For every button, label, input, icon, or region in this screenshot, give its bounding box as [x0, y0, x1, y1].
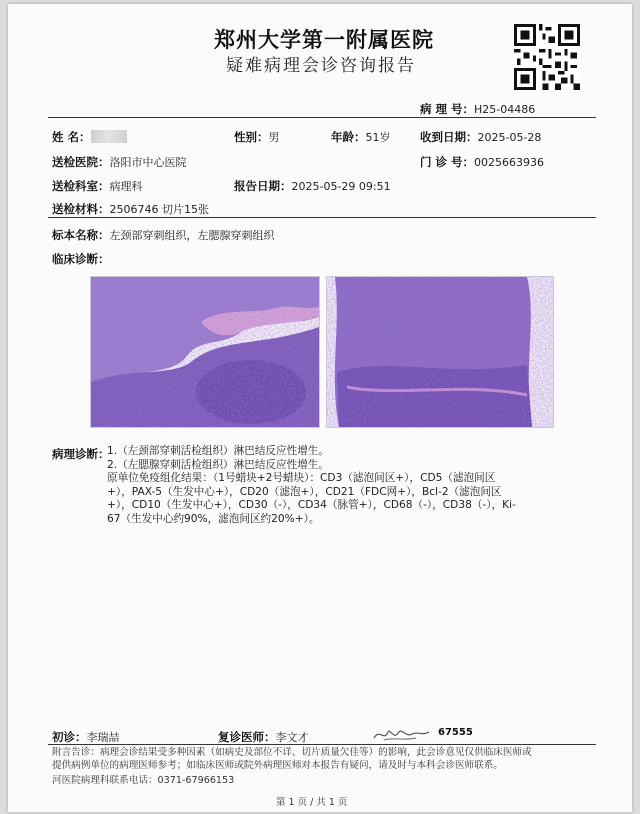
- pathology-number-label: 病 理 号：: [420, 102, 475, 116]
- patient-name: [52, 126, 127, 145]
- dept-value: 病理科: [109, 180, 143, 193]
- material-value: 2506746 切片15张: [109, 203, 209, 216]
- gender-value: 男: [268, 131, 280, 144]
- clinic-value: 0025663936: [474, 156, 545, 169]
- diagnosis-line: 67（生发中心约90%，滤泡间区约20%+）。: [107, 512, 320, 525]
- signature-code: 67555: [438, 727, 473, 738]
- initial-label: 初诊：: [52, 730, 87, 744]
- age-label: 年龄：: [331, 130, 366, 144]
- name-label: 姓 名：: [52, 130, 91, 144]
- submitted-material: [52, 198, 209, 217]
- specimen-value: 左颈部穿刺组织，左腮腺穿刺组织: [109, 229, 275, 242]
- footer-note-line: 提供病例单位的病理医师参考；如临床医师或院外病理医师对本报告有疑问，请及时与本科会诊医师联系。: [52, 760, 503, 771]
- footer-notes: [52, 746, 532, 787]
- page-number: 第 1 页 / 共 1 页: [276, 797, 348, 808]
- report-date: [234, 175, 391, 194]
- handwritten-signature: [372, 724, 432, 744]
- review-doctor: [218, 726, 309, 745]
- diagnosis-label: 病理诊断：: [52, 447, 110, 461]
- footer-note-line: 附言告诊：病理会诊结果受多种因素（如病史及部位不详、切片质量欠佳等）的影响，此会诊意见仅供临床医师或: [52, 747, 532, 758]
- dept-label: 送检科室：: [52, 179, 110, 193]
- histology-image-left: [90, 276, 320, 428]
- diagnosis-line: +），CD10（生发中心+），CD30（-），CD34（脉管+），CD68（-），CD38（-），Ki-: [107, 499, 516, 511]
- gender: [234, 126, 280, 145]
- diagnosis-line: 原单位免疫组化结果：（1号蜡块+2号蜡块）：CD3（滤泡间区+），CD5（滤泡间区: [107, 472, 496, 484]
- received-label: 收到日期：: [420, 130, 478, 144]
- report-date-value: 2025-05-29 09:51: [291, 180, 391, 193]
- histology-image-right: [326, 276, 554, 428]
- report-title: 疑难病理会诊咨询报告: [226, 56, 416, 76]
- diagnosis-line: 2.（左腮腺穿刺活检组织）淋巴结反应性增生。: [107, 458, 329, 471]
- diagnosis-line: +），PAX-5（生发中心+），CD20（滤泡+），CD21（FDC网+），Bcl-2（滤泡间区: [107, 485, 502, 498]
- redacted-name: [91, 130, 127, 143]
- received-date: [420, 126, 541, 145]
- initial-value: 李瑞喆: [86, 731, 120, 744]
- divider: [48, 117, 596, 118]
- specimen-name: [52, 224, 275, 243]
- submitting-department: [52, 175, 143, 194]
- diagnosis-line: 1.（左颈部穿刺活检组织）淋巴结反应性增生。: [107, 445, 329, 457]
- initial-diagnosis: [52, 726, 120, 745]
- hospital-label: 送检医院：: [52, 155, 110, 169]
- clinical-diagnosis: [52, 248, 110, 267]
- received-value: 2025-05-28: [477, 131, 542, 144]
- submitting-hospital: [52, 151, 187, 170]
- hospital-name: 郑州大学第一附属医院: [214, 27, 434, 52]
- qr-code-icon: [512, 24, 582, 90]
- pathology-number: [420, 98, 535, 117]
- hospital-value: 洛阳市中心医院: [109, 156, 187, 169]
- age-value: 51岁: [365, 131, 391, 144]
- divider: [48, 744, 596, 745]
- divider: [48, 217, 596, 218]
- clinic-label: 门 诊 号：: [420, 155, 475, 169]
- clinic-number: [420, 151, 544, 170]
- clinical-label: 临床诊断：: [52, 252, 110, 266]
- report-date-label: 报告日期：: [234, 179, 292, 193]
- footer-note-line: 河医院病理科联系电话：0371-67966153: [52, 775, 235, 786]
- gender-label: 性别：: [234, 130, 269, 144]
- material-label: 送检材料：: [52, 202, 110, 216]
- review-label: 复诊医师：: [218, 730, 276, 744]
- age: [331, 126, 391, 145]
- pathology-number-value: H25-04486: [474, 103, 536, 116]
- review-value: 李文才: [275, 731, 309, 744]
- diagnosis-text: [107, 445, 587, 526]
- specimen-label: 标本名称：: [52, 228, 110, 242]
